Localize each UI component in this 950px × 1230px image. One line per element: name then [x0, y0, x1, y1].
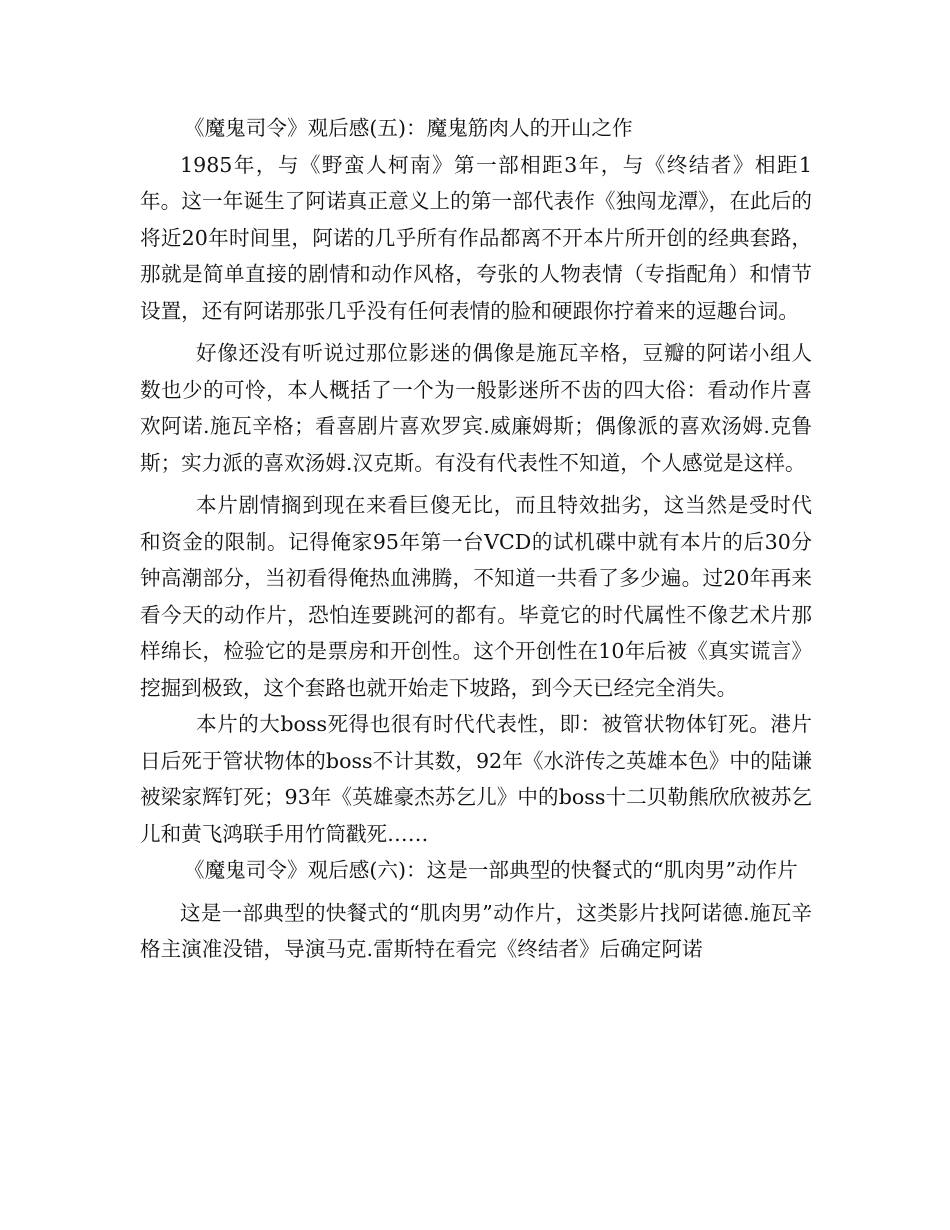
- section-heading-6: 《魔鬼司令》观后感(六)：这是一部典型的快餐式的“肌肉男”动作片: [184, 858, 798, 882]
- paragraph: 本片剧情搁到现在来看巨傻无比，而且特效拙劣，这当然是受时代和资金的限制。记得俺家95年第一台VCD的试机碟中就有本片的后30分钟高潮部分，当初看得俺热血沸腾，不知道一共看了多少遍。过20年再来看今天的动作片，恐怕连要跳河的都有。毕竟它的时代属性不像艺术片那样绵长，检验它的是票房和开创性。这个开创性在10年后被《真实谎言》挖掘到极致，这个套路也就开始走下坡路，到今天已经完全消失。: [140, 493, 812, 700]
- paragraph: 好像还没有听说过那位影迷的偶像是施瓦辛格，豆瓣的阿诺小组人数也少的可怜，本人概括了一个为一般影迷所不齿的四大俗：看动作片喜欢阿诺.施瓦辛格；看喜剧片喜欢罗宾.威廉姆斯；偶像派的喜欢汤姆.克鲁斯；实力派的喜欢汤姆.汉克斯。有没有代表性不知道，个人感觉是这样。: [140, 341, 812, 475]
- paragraph: 1985年，与《野蛮人柯南》第一部相距3年，与《终结者》相距1年。这一年诞生了阿诺真正意义上的第一部代表作《独闯龙潭》，在此后的将近20年时间里，阿诺的几乎所有作品都离不开本片所开创的经典套路，那就是简单直接的剧情和动作风格，夸张的人物表情（专指配角）和情节设置，还有阿诺那张几乎没有任何表情的脸和硬跟你拧着来的逗趣台词。: [140, 152, 812, 323]
- paragraph: 本片的大boss死得也很有时代代表性，即：被管状物体钉死。港片日后死于管状物体的boss不计其数，92年《水浒传之英雄本色》中的陆谦被梁家辉钉死；93年《英雄豪杰苏乞儿》中的boss十二贝勒熊欣欣被苏乞儿和黄飞鸿联手用竹筒戳死……: [140, 712, 812, 846]
- section-heading-5: 《魔鬼司令》观后感(五)：魔鬼筋肉人的开山之作: [184, 116, 633, 140]
- paragraph: 这是一部典型的快餐式的“肌肉男”动作片，这类影片找阿诺德.施瓦辛格主演准没错，导演马克.雷斯特在看完《终结者》后确定阿诺: [140, 900, 812, 961]
- document-body: [140, 110, 812, 968]
